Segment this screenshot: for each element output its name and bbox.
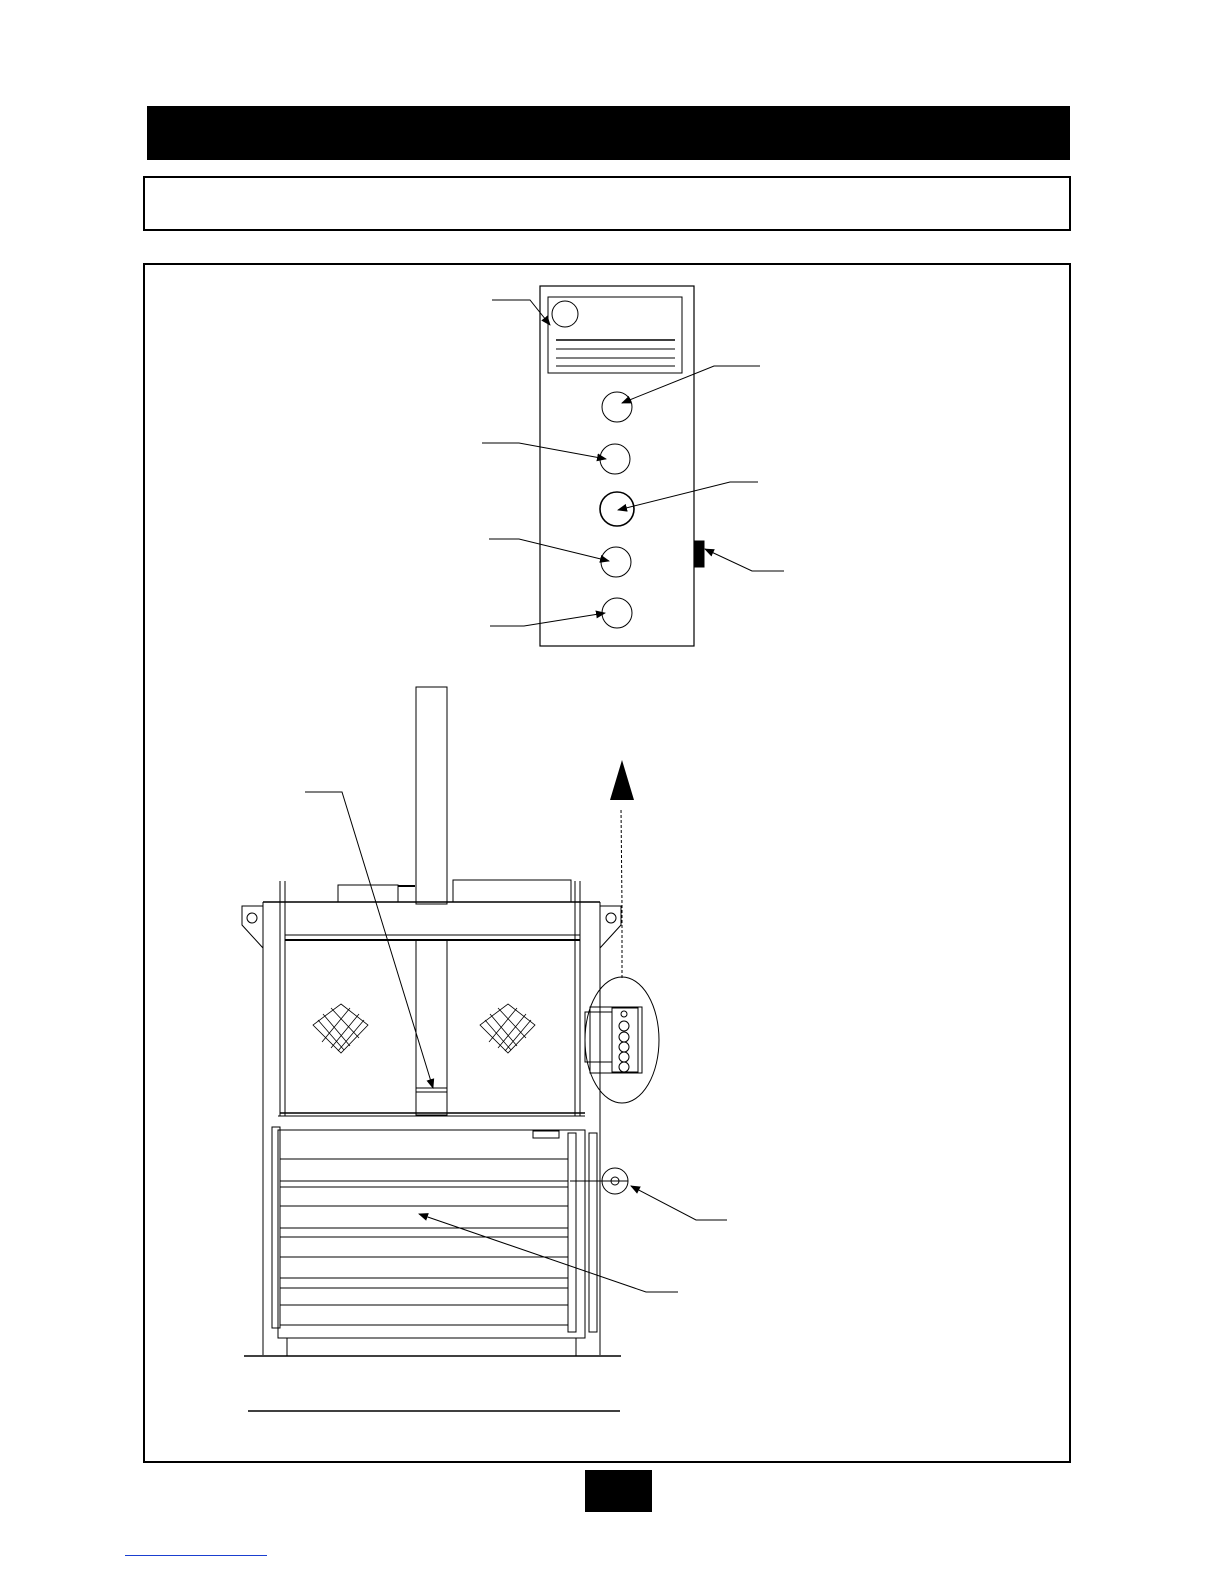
control-panel xyxy=(540,286,704,646)
mesh-window-left xyxy=(313,1004,368,1053)
panel-label-plate xyxy=(548,297,682,373)
baler-leaders xyxy=(305,792,727,1292)
footer-link-underline[interactable] xyxy=(125,1555,267,1556)
push-button-1-icon xyxy=(602,392,632,422)
side-switch-icon xyxy=(694,541,704,567)
baler-machine xyxy=(242,687,659,1356)
push-button-3-icon xyxy=(600,492,634,526)
detail-arrow xyxy=(610,760,634,978)
push-button-5-icon xyxy=(602,598,632,628)
mesh-window-right xyxy=(480,1004,535,1053)
push-button-4-icon xyxy=(601,547,631,577)
page-number xyxy=(585,1470,652,1512)
ram-cylinder xyxy=(416,687,447,904)
control-panel-detail-circle xyxy=(585,977,659,1103)
lower-door xyxy=(278,1130,585,1338)
pilot-light-icon xyxy=(552,301,578,327)
